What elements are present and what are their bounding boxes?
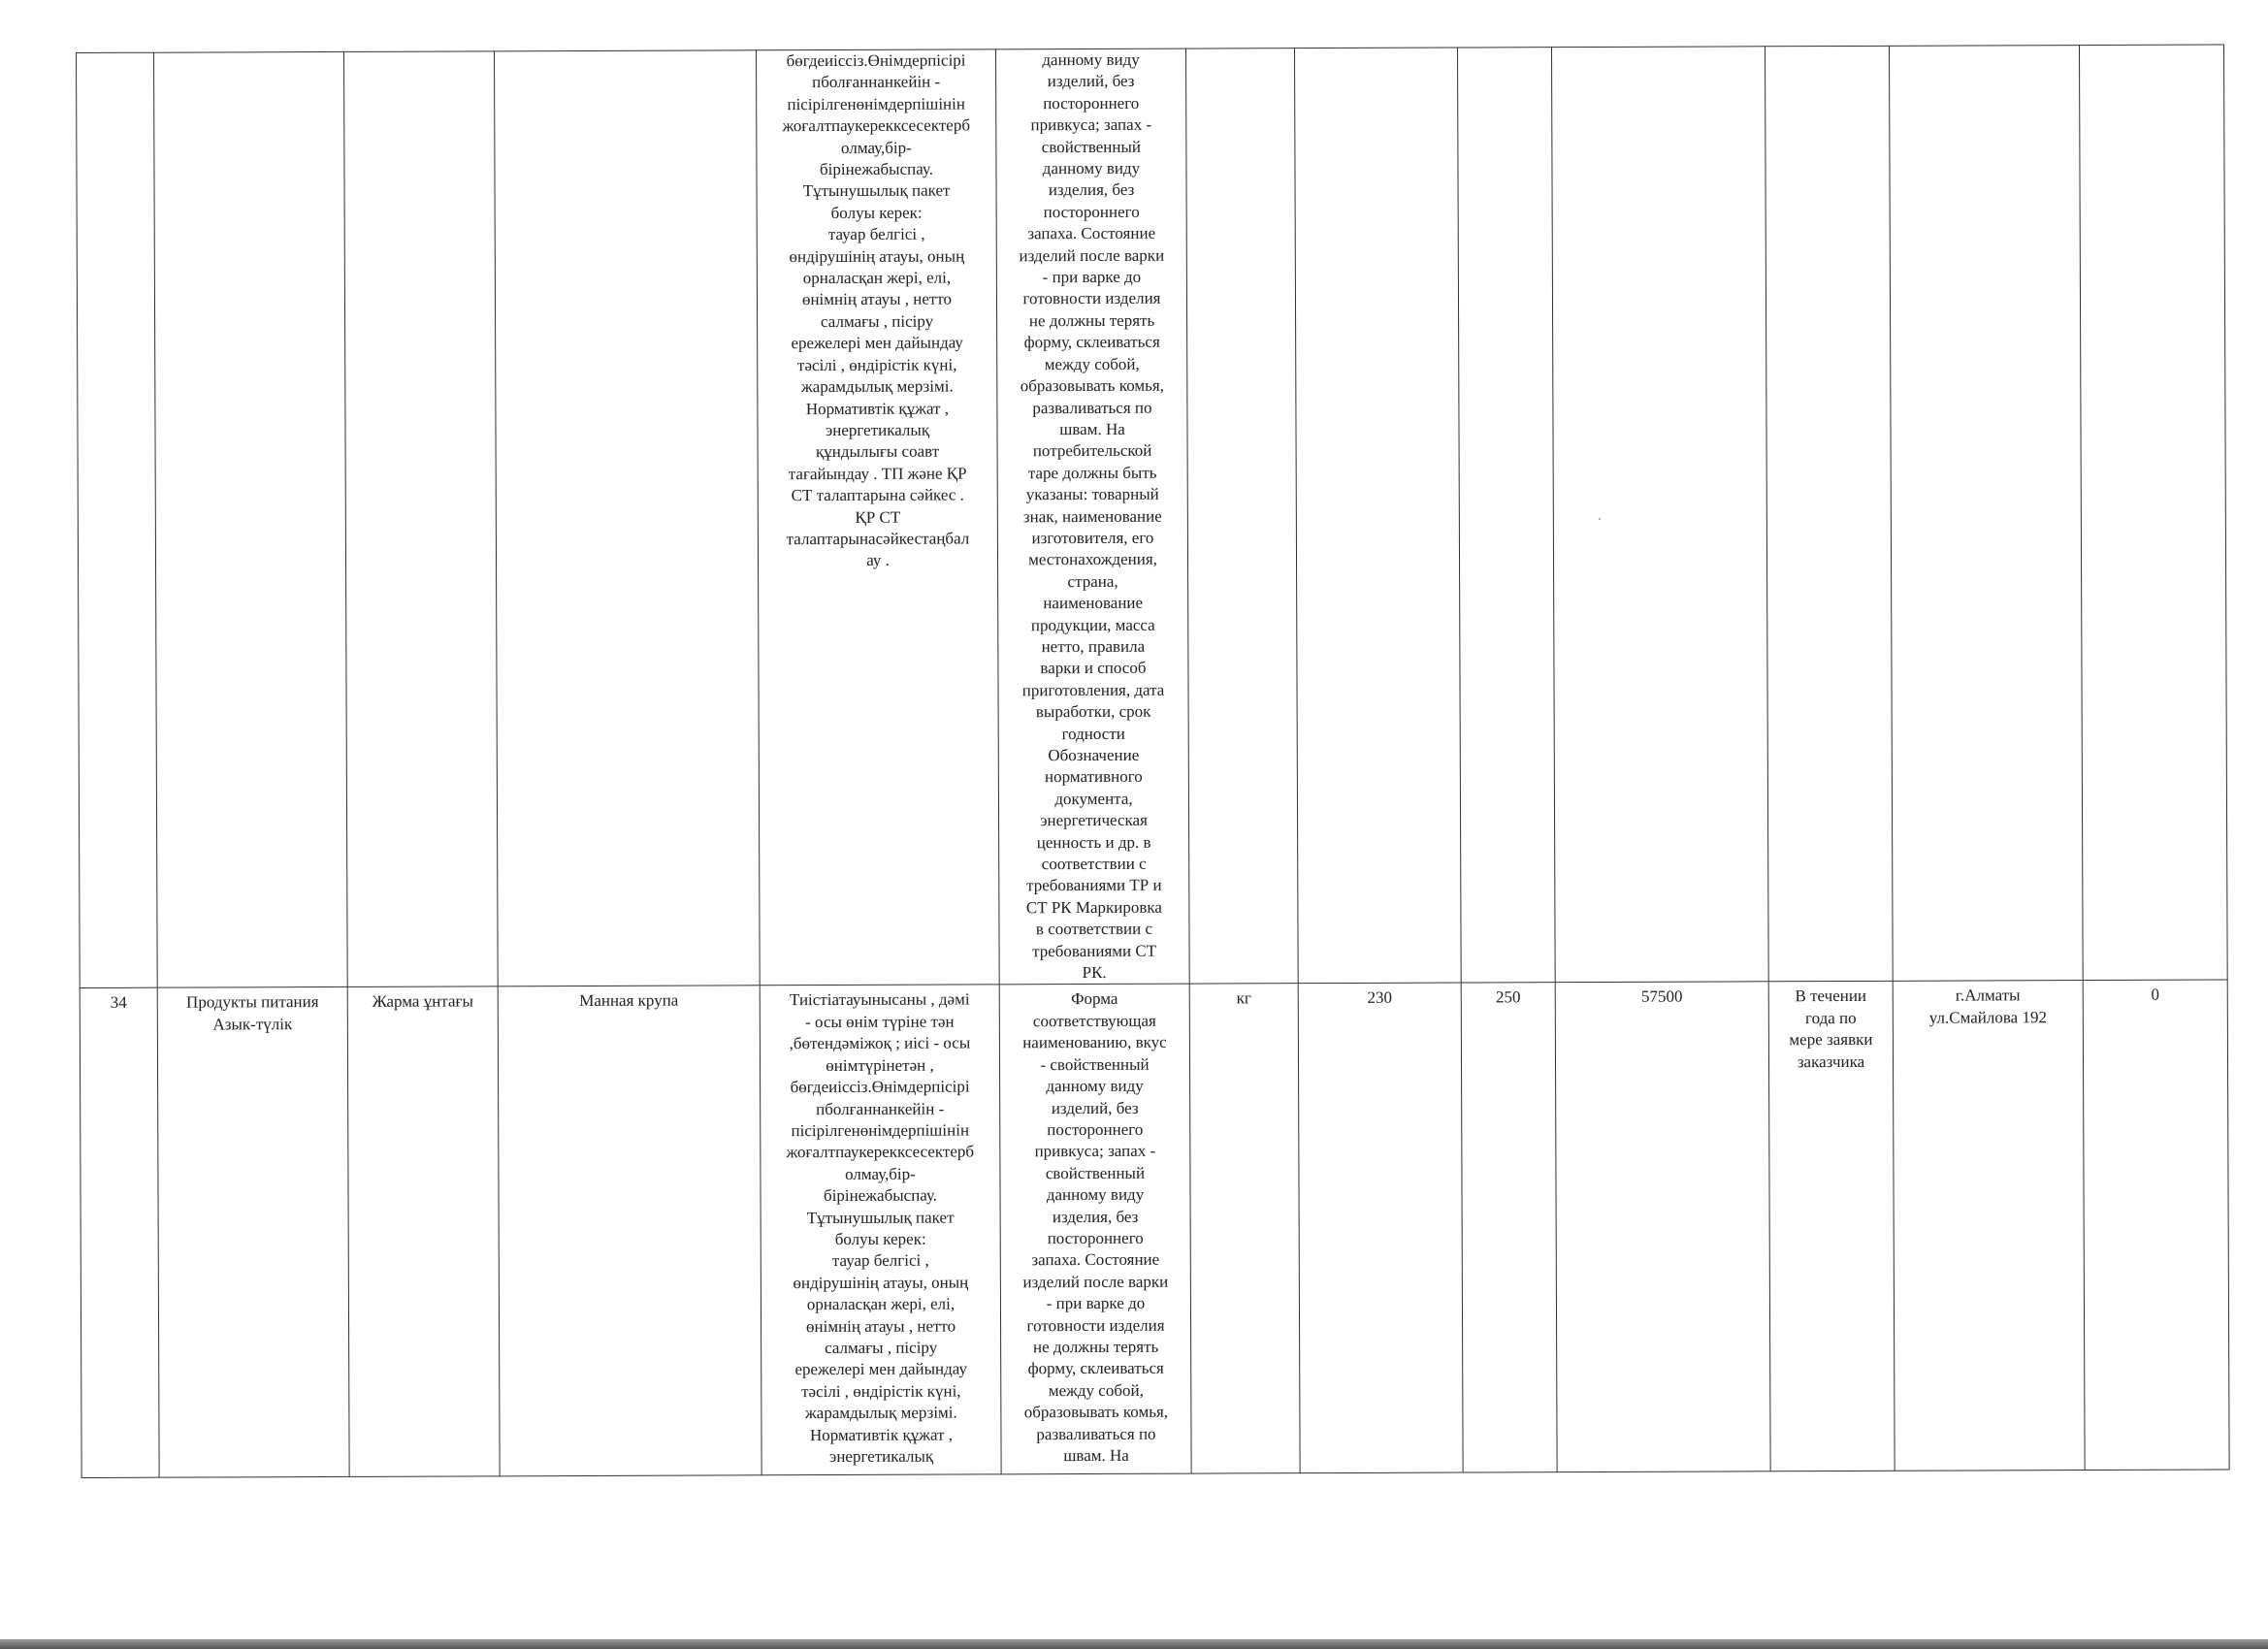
cell-name-kz [343, 51, 498, 987]
scan-speck [1599, 518, 1601, 520]
cell-unit: кг [1189, 984, 1300, 1473]
cell-name-ru [494, 50, 760, 986]
cell-place [1889, 46, 2083, 982]
cell-advance: 0 [2083, 980, 2229, 1471]
cell-sum: 57500 [1555, 982, 1770, 1472]
cell-name-kz: Жарма ұнтағы [347, 986, 500, 1477]
cell-spec-kz: бөгдеиіссіз.Өнімдерпісірі пболғаннанкейін - пісірілгенөнімдерпішінін жоғалтпаукерекксесектерб олмау,бір- бірінежабыспау. Тұтынушылық пакет болуы керек: тауар белгісі , өндірушінің атауы, оның орналасқан жері, елі, өнімнің атауы , нетто салмағы , пісіру ережелері мен дайындау тәсілі , өндірістік күні, жарамдылық мерзімі. Нормативтік құжат , энергетикалық құндылығы соавт тағайындау . ТП және ҚР СТ талаптарына сәйкес . ҚР СТ талаптарынасәйкестаңбал ау . [756, 49, 999, 986]
cell-category [154, 51, 348, 987]
cell-spec-kz: Тиістіатауынысаны , дәмі - осы өнім түріне тән ,бөтендәміжоқ ; иісі - осы өнімтүрінетән , бөгдеиіссіз.Өнімдерпісірі пболғаннанкейін - пісірілгенөнімдерпішінін жоғалтпаукерекксесектерб олмау,бір- бірінежабыспау. Тұтынушылық пакет болуы керек: тауар белгісі , өндірушінің атауы, оның орналасқан жері, елі, өнімнің атауы , нетто салмағы , пісіру ережелері мен дайындау тәсілі , өндірістік күні, жарамдылық мерзімі. Нормативтік құжат , энергетикалық [760, 985, 1001, 1475]
procurement-table [76, 44, 2230, 1478]
cell-spec-ru: данному виду изделий, без постороннего привкуса; запах - свойственный данному виду изделия, без постороннего запаха. Состояние изделий после варки - при варке до готовности изделия не должны терять форму, склеиваться между собой, образовывать комья, разваливаться по швам. На потребительской таре должны быть указаны: товарный знак, наименование изготовителя, его местонахождения, страна, наименование продукции, масса нетто, правила варки и способ приготовления, дата выработки, срок годности Обозначение нормативного документа, энергетическая ценность и др. в соответствии с требованиями ТР и СТ РК Маркировка в соответствии с требованиями СТ РК. [995, 48, 1189, 985]
cell-advance [2079, 45, 2227, 981]
cell-category: Продукты питания Азык-түлік [157, 987, 349, 1478]
cell-number [77, 52, 158, 988]
cell-price [1457, 48, 1555, 984]
cell-sum [1551, 47, 1768, 983]
cell-unit [1185, 48, 1298, 985]
cell-spec-ru: Форма соответствующая наименованию, вкус - свойственный данному виду изделий, без постороннего привкуса; запах - свойственный данному виду изделия, без постороннего запаха. Состояние изделий после варки - при варке до готовности изделия не должны терять форму, склеиваться между собой, образовывать комья, разваливаться по швам. На [999, 985, 1191, 1475]
cell-place: г.Алматы ул.Смайлова 192 [1893, 981, 2085, 1471]
cell-term [1765, 46, 1893, 982]
cell-quantity: 230 [1298, 983, 1463, 1473]
cell-price: 250 [1461, 983, 1557, 1472]
scan-edge-bar [0, 1639, 2268, 1649]
cell-number: 34 [80, 988, 159, 1478]
cell-name-ru: Манная крупа [498, 986, 761, 1476]
cell-term: В течении года по мере заявки заказчика [1768, 982, 1895, 1471]
table-row [80, 980, 2229, 1477]
table-row [77, 45, 2228, 988]
cell-quantity [1294, 48, 1461, 984]
